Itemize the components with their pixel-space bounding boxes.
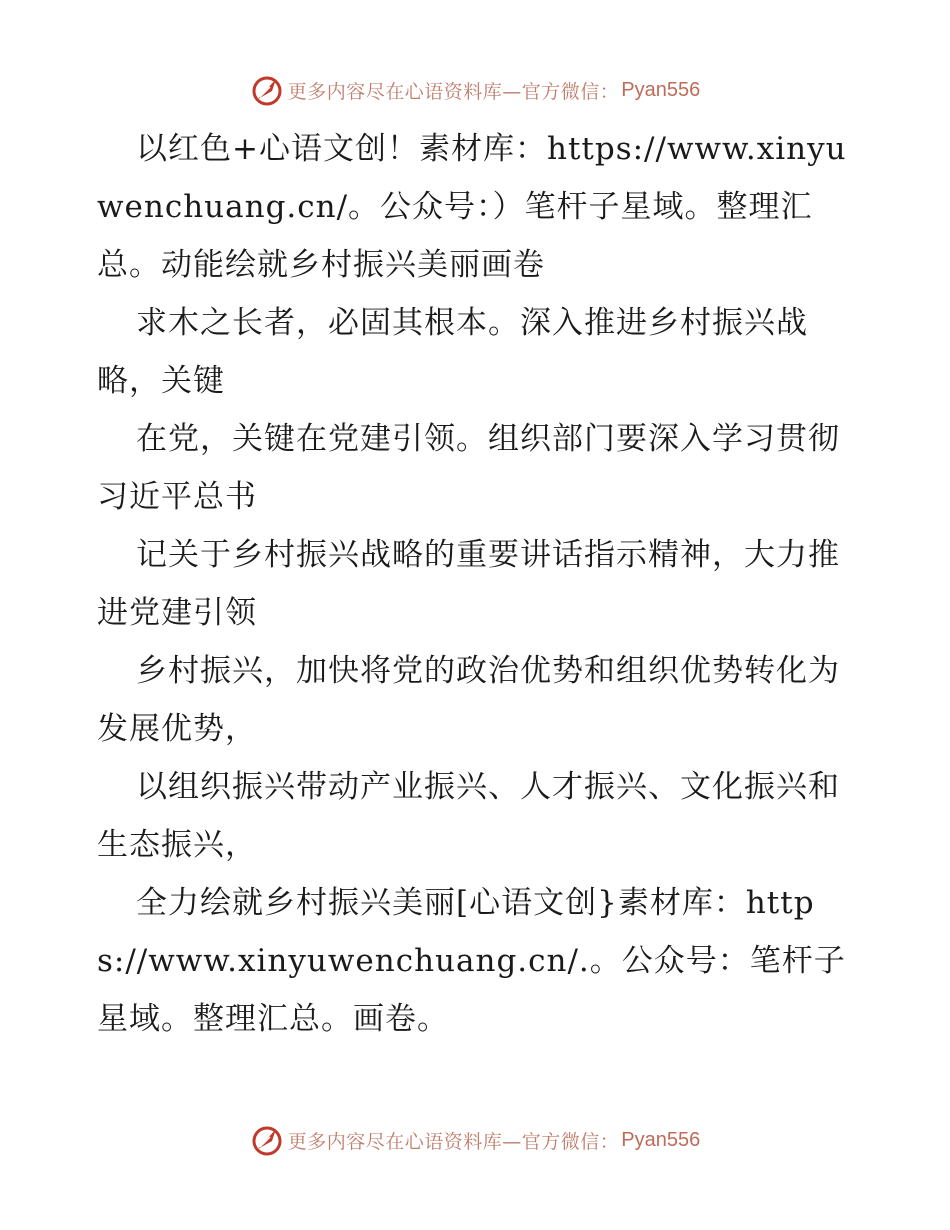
footer-separator: —官方微信： (502, 1130, 620, 1153)
paragraph: 以组织振兴带动产业振兴、人才振兴、文化振兴和生态振兴， (97, 769, 840, 863)
header-wechat-id: Pyan556 (621, 78, 701, 101)
paragraph: 全力绘就乡村振兴美丽[心语文创}素材库：https://www.xinyuwenchuang.cn/.。公众号：笔杆子星域。整理汇总。画卷。 (97, 885, 846, 1037)
footer-banner (0, 1120, 950, 1160)
paragraph: 以红色+心语文创！素材库：https://www.xinyuwenchuang.cn/。公众号：）笔杆子星域。整理汇总。动能绘就乡村振兴美丽画卷 (97, 131, 847, 283)
footer-site-text: 更多内容尽在心语资料库 (287, 1130, 503, 1153)
paragraph: 记关于乡村振兴战略的重要讲话指示精神，大力推进党建引领 (97, 537, 840, 631)
quill-logo-icon (250, 73, 284, 107)
header-separator: —官方微信： (502, 80, 620, 103)
document-body (97, 120, 857, 1048)
paragraph: 求木之长者，必固其根本。深入推进乡村振兴战略，关键 (97, 305, 808, 399)
footer-wechat-id: Pyan556 (621, 1128, 701, 1151)
header-banner (0, 70, 950, 110)
header-site-text: 更多内容尽在心语资料库 (287, 80, 503, 103)
quill-logo-icon (250, 1123, 284, 1157)
paragraph: 乡村振兴，加快将党的政治优势和组织优势转化为发展优势， (97, 653, 840, 747)
paragraph: 在党，关键在党建引领。组织部门要深入学习贯彻习近平总书 (97, 421, 840, 515)
